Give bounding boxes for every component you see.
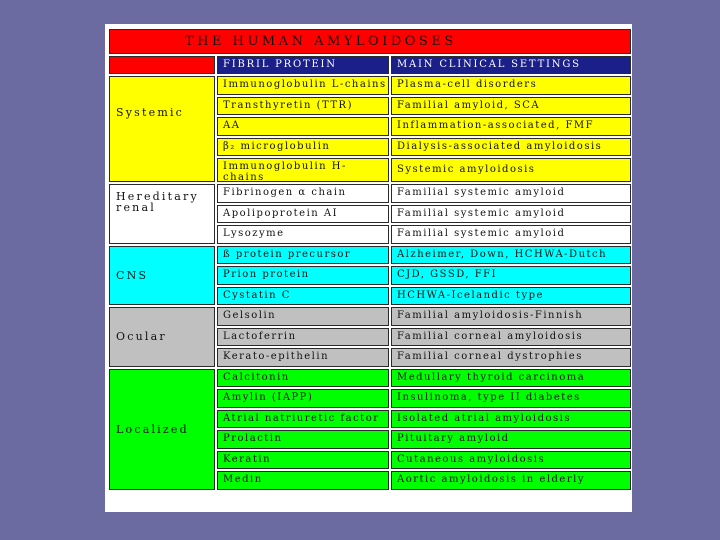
header-main-clinical-settings: MAIN CLINICAL SETTINGS bbox=[391, 56, 631, 74]
protein-cell: Calcitonin bbox=[217, 369, 389, 388]
protein-cell: β₂ microglobulin bbox=[217, 138, 389, 157]
protein-cell: Prolactin bbox=[217, 430, 389, 449]
header-fibril-protein: FIBRIL PROTEIN bbox=[217, 56, 389, 74]
setting-cell: Familial corneal dystrophies bbox=[391, 348, 631, 367]
group-cns: CNS bbox=[109, 246, 215, 306]
group-localized: Localized bbox=[109, 369, 215, 490]
setting-cell: Insulinoma, type II diabetes bbox=[391, 389, 631, 408]
setting-cell: Familial systemic amyloid bbox=[391, 184, 631, 203]
protein-cell: Lysozyme bbox=[217, 225, 389, 244]
setting-cell: Familial amyloidosis-Finnish bbox=[391, 307, 631, 326]
setting-cell: Inflammation-associated, FMF bbox=[391, 117, 631, 136]
setting-cell: Pituitary amyloid bbox=[391, 430, 631, 449]
protein-cell: Lactoferrin bbox=[217, 328, 389, 347]
protein-cell: Apolipoprotein AI bbox=[217, 205, 389, 224]
setting-cell: Familial systemic amyloid bbox=[391, 225, 631, 244]
protein-cell: Prion protein bbox=[217, 266, 389, 285]
table-title: THE HUMAN AMYLOIDOSES bbox=[109, 29, 631, 54]
protein-cell: Kerato-epithelin bbox=[217, 348, 389, 367]
group-hereditary-renal: Hereditary renal bbox=[109, 184, 215, 244]
setting-cell: CJD, GSSD, FFI bbox=[391, 266, 631, 285]
setting-cell: Familial amyloid, SCA bbox=[391, 97, 631, 116]
protein-cell: Fibrinogen α chain bbox=[217, 184, 389, 203]
protein-cell: Immunoglobulin L-chains bbox=[217, 76, 389, 95]
group-ocular: Ocular bbox=[109, 307, 215, 367]
setting-cell: Alzheimer, Down, HCHWA-Dutch bbox=[391, 246, 631, 265]
protein-cell: Keratin bbox=[217, 451, 389, 470]
protein-cell: Atrial natriuretic factor bbox=[217, 410, 389, 429]
protein-cell: Gelsolin bbox=[217, 307, 389, 326]
protein-cell: Cystatin C bbox=[217, 287, 389, 306]
setting-cell: Medullary thyroid carcinoma bbox=[391, 369, 631, 388]
setting-cell: Familial systemic amyloid bbox=[391, 205, 631, 224]
setting-cell: Familial corneal amyloidosis bbox=[391, 328, 631, 347]
protein-cell: Transthyretin (TTR) bbox=[217, 97, 389, 116]
protein-cell: AA bbox=[217, 117, 389, 136]
amyloidoses-table-frame bbox=[105, 24, 632, 512]
amyloidoses-table bbox=[109, 28, 629, 508]
setting-cell: Dialysis-associated amyloidosis bbox=[391, 138, 631, 157]
setting-cell: Systemic amyloidosis bbox=[391, 158, 631, 182]
group-systemic: Systemic bbox=[109, 76, 215, 182]
setting-cell: Isolated atrial amyloidosis bbox=[391, 410, 631, 429]
setting-cell: Plasma-cell disorders bbox=[391, 76, 631, 95]
setting-cell: Aortic amyloidosis in elderly bbox=[391, 471, 631, 490]
setting-cell: Cutaneous amyloidosis bbox=[391, 451, 631, 470]
protein-cell: Medin bbox=[217, 471, 389, 490]
protein-cell: Amylin (IAPP) bbox=[217, 389, 389, 408]
header-corner-cell bbox=[109, 56, 215, 74]
protein-cell: Immunoglobulin H-chains bbox=[217, 158, 389, 182]
protein-cell: ß protein precursor bbox=[217, 246, 389, 265]
setting-cell: HCHWA-Icelandic type bbox=[391, 287, 631, 306]
